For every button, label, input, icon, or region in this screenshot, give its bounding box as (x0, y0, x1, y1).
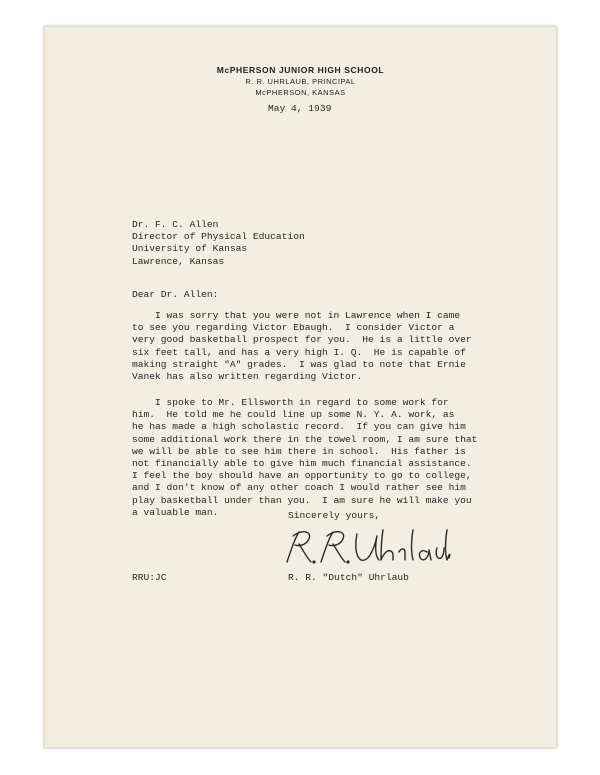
letterhead-principal: R. R. UHRLAUB, PRINCIPAL (245, 77, 356, 86)
letterhead-school: McPHERSON JUNIOR HIGH SCHOOL (216, 65, 385, 75)
inside-address: Dr. F. C. Allen Director of Physical Education University of Kansas Lawrence, Kansas (132, 219, 305, 267)
letter-date: May 4, 1939 (268, 103, 332, 114)
letterhead (45, 65, 556, 98)
handwritten-signature (281, 524, 451, 570)
body-paragraph-2: I spoke to Mr. Ellsworth in regard to some work for him. He told me he could line up some N. Y. A. work, as he has made a high scholastic record. If you can give him some additional work there in the towel room, I am sure that we will be able to see him there in school. His father is not financially able to give him much financial assistance. I feel the boy should have an opportunity to go to college, and I don't know of any other coach I would rather see him play basketball under than you. I am sure he will make you a valuable man. (132, 397, 478, 518)
letterhead-location: McPHERSON, KANSAS (255, 88, 346, 97)
body-paragraph-1: I was sorry that you were not in Lawrence when I came to see you regarding Victor Ebaugh. I consider Victor a very good basketball prospect for you. He is a little over six feet tall, and has a very high I. Q. He is capable of making straight "A" grades. I was glad to note that Ernie Vanek has also written regarding Victor. (132, 310, 472, 383)
typed-signature-name: R. R. "Dutch" Uhrlaub (288, 572, 409, 583)
salutation: Dear Dr. Allen: (132, 289, 219, 300)
letter-page (44, 26, 557, 748)
complimentary-close: Sincerely yours, (288, 510, 381, 521)
typist-initials: RRU:JC (132, 572, 167, 583)
